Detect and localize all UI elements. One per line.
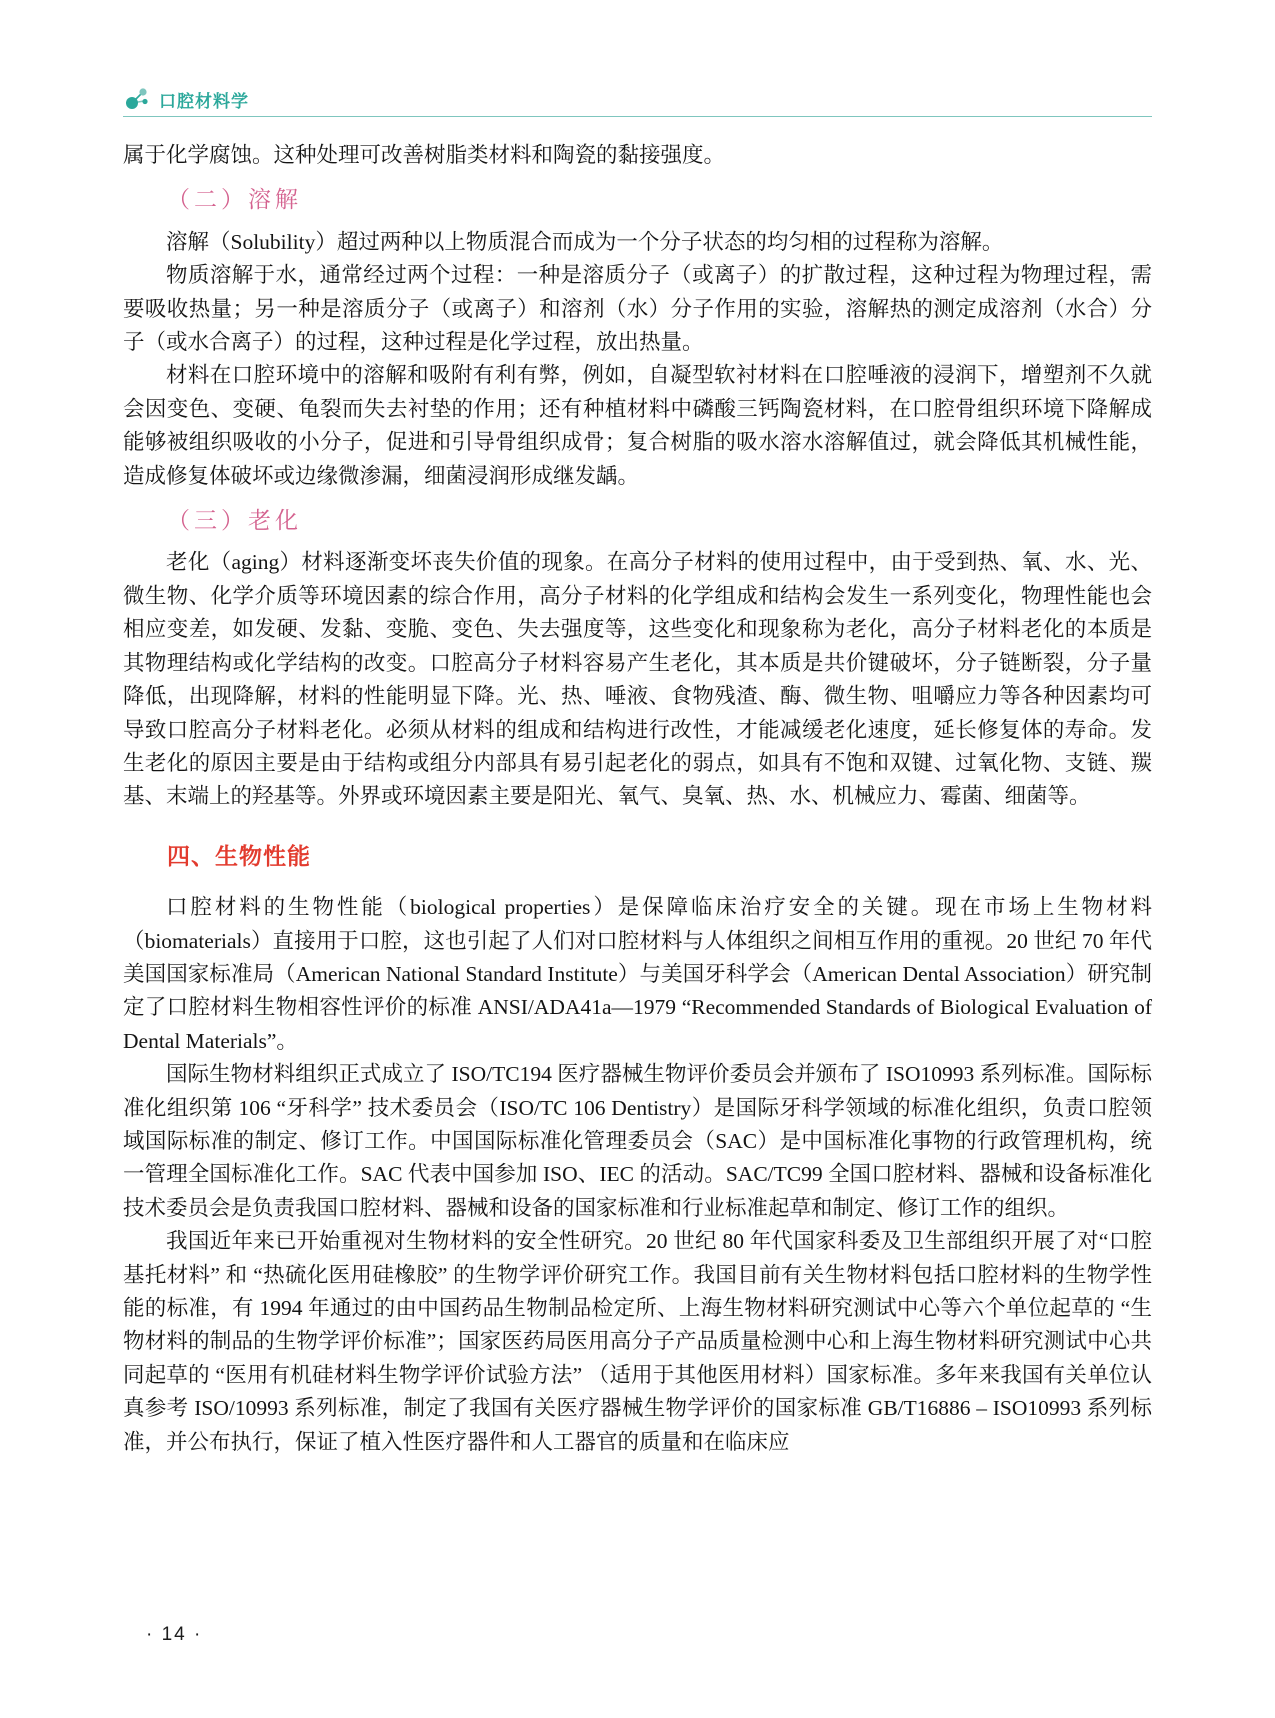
paragraph: 物质溶解于水，通常经过两个过程：一种是溶质分子（或离子）的扩散过程，这种过程为物理过程，需要吸收热量；另一种是溶质分子（或离子）和溶剂（水）分子作用的实验，溶解热的测定成溶剂（水合）分子（或水合离子）的过程，这种过程是化学过程，放出热量。 [123, 263, 1152, 355]
paragraph: 老化（aging）材料逐渐变坏丧失价值的现象。在高分子材料的使用过程中，由于受到热、氧、水、光、微生物、化学介质等环境因素的综合作用，高分子材料的化学组成和结构会发生一系列变化，物理性能也会相应变差，如发硬、发黏、变脆、变色、失去强度等，这些变化和现象称为老化，高分子材料老化的本质是其物理结构或化学结构的改变。口腔高分子材料容易产生老化，其本质是共价键破坏，分子链断裂，分子量降低，出现降解，材料的性能明显下降。光、热、唾液、食物残渣、酶、微生物、咀嚼应力等各种因素均可导致口腔高分子材料老化。必须从材料的组成和结构进行改性，才能减缓老化速度，延长修复体的寿命。发生老化的原因主要是由于结构或组分内部具有易引起老化的弱点，如具有不饱和双键、过氧化物、支链、羰基、末端上的羟基等。外界或环境因素主要是阳光、氧气、臭氧、热、水、机械应力、霉菌、细菌等。 [123, 550, 1152, 809]
page-body [123, 139, 1152, 1459]
section-heading-biological-properties: 四、生物性能 [167, 842, 311, 869]
section-heading-aging: （三）老化 [167, 508, 302, 534]
book-title: 口腔材料学 [159, 91, 249, 111]
page-header [123, 86, 1152, 117]
paragraph: 国际生物材料组织正式成立了 ISO/TC194 医疗器械生物评价委员会并颁布了 ISO10993 系列标准。国际标准化组织第 106 “牙科学” 技术委员会（ISO/TC 106 Dentistry）是国际牙科学领域的标准化组织，负责口腔领域国际标准的制定、修订工作。中国国际标准化管理委员会（SAC）是中国标准化事物的行政管理机构，统一管理全国标准化工作。SAC 代表中国参加 ISO、IEC 的活动。SAC/TC99 全国口腔材料、器械和设备标准化技术委员会是负责我国口腔材料、器械和设备的国家标准和行业标准起草和制定、修订工作的组织。 [123, 1062, 1152, 1220]
header-divider [123, 116, 1152, 117]
paragraph-continued: 属于化学腐蚀。这种处理可改善树脂类材料和陶瓷的黏接强度。 [123, 143, 726, 167]
page-number: · 14 · [146, 1624, 203, 1645]
paragraph: 溶解（Solubility）超过两种以上物质混合而成为一个分子状态的均匀相的过程称为溶解。 [166, 229, 1004, 254]
paragraph: 口腔材料的生物性能（biological properties）是保障临床治疗安全的关键。现在市场上生物材料（biomaterials）直接用于口腔，这也引起了人们对口腔材料与人体组织之间相互作用的重视。20 世纪 70 年代美国国家标准局（American National Standard Institute）与美国牙科学会（American Dental Association）研究制定了口腔材料生物相容性评价的标准 ANSI/ADA41a—1979 “Recommended Standards of Biological Evaluation of Dental Materials”。 [123, 895, 1152, 1053]
section-heading-dissolution: （二）溶解 [167, 187, 302, 213]
paragraph: 材料在口腔环境中的溶解和吸附有利有弊，例如，自凝型软衬材料在口腔唾液的浸润下，增塑剂不久就会因变色、变硬、龟裂而失去衬垫的作用；还有种植材料中磷酸三钙陶瓷材料，在口腔骨组织环境下降解成能够被组织吸收的小分子，促进和引导骨组织成骨；复合树脂的吸水溶水溶解值过，就会降低其机械性能，造成修复体破坏或边缘微渗漏，细菌浸润形成继发龋。 [123, 363, 1152, 488]
paragraph: 我国近年来已开始重视对生物材料的安全性研究。20 世纪 80 年代国家科委及卫生部组织开展了对“口腔基托材料” 和 “热硫化医用硅橡胶” 的生物学评价研究工作。我国目前有关生物材料包括口腔材料的生物学性能的标准，有 1994 年通过的由中国药品生物制品检定所、上海生物材料研究测试中心等六个单位起草的 “生物材料的制品的生物学评价标准”；国家医药局医用高分子产品质量检测中心和上海生物材料研究测试中心共同起草的 “医用有机硅材料生物学评价试验方法” （适用于其他医用材料）国家标准。多年来我国有关单位认真参考 ISO/10993 系列标准，制定了我国有关医疗器械生物学评价的国家标准 GB/T16886 – ISO10993 系列标准，并公布执行，保证了植入性医疗器件和人工器官的质量和在临床应 [123, 1229, 1152, 1454]
molecule-logo-icon [123, 86, 151, 112]
